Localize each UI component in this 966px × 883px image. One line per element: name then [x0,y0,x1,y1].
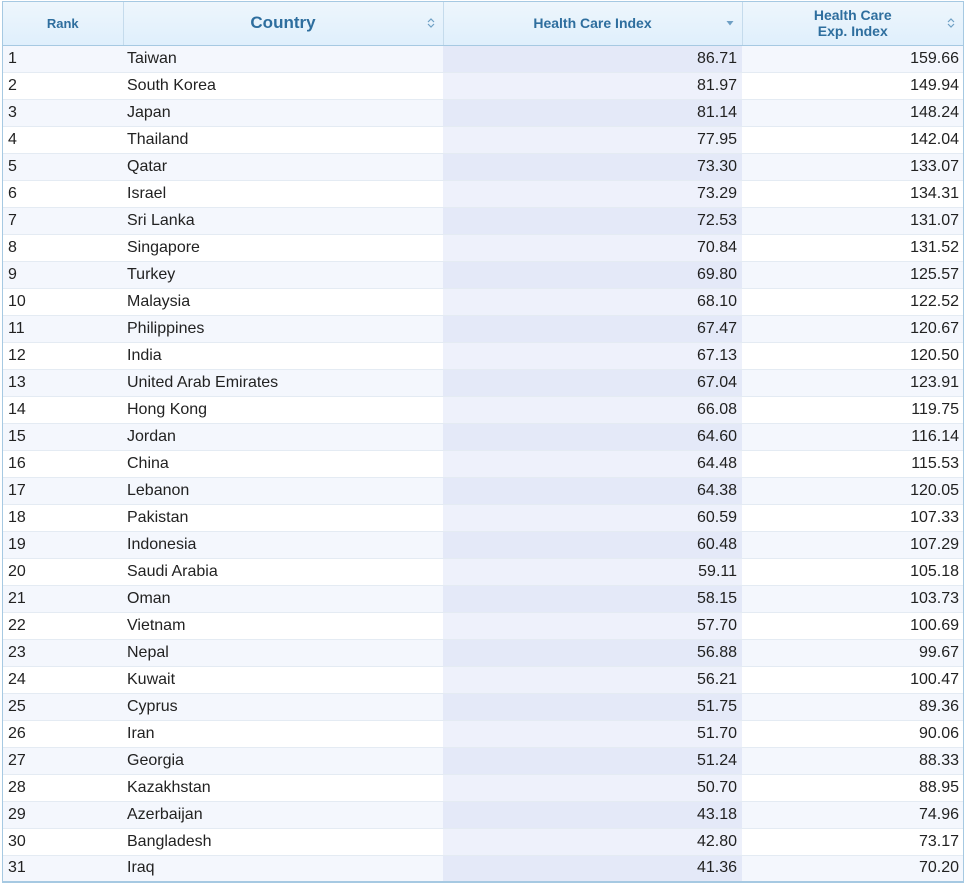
table-row [3,261,963,288]
country-cell: Taiwan [123,45,443,72]
health-care-exp-index-cell: 90.06 [742,720,963,747]
country-cell: Turkey [123,261,443,288]
table-row [3,450,963,477]
table-row [3,477,963,504]
health-care-exp-index-cell: 103.73 [742,585,963,612]
country-cell: Qatar [123,153,443,180]
country-cell: Jordan [123,423,443,450]
country-cell: India [123,342,443,369]
health-care-index-cell: 66.08 [443,396,742,423]
table-row [3,315,963,342]
table-body [3,45,963,882]
country-cell: Singapore [123,234,443,261]
rank-cell: 2 [3,72,123,99]
rank-cell: 6 [3,180,123,207]
table-row [3,126,963,153]
table-row [3,180,963,207]
health-care-index-cell: 58.15 [443,585,742,612]
health-care-index-cell: 67.04 [443,369,742,396]
health-care-index-cell: 56.21 [443,666,742,693]
health-care-exp-index-cell: 120.67 [742,315,963,342]
table-row [3,747,963,774]
rank-cell: 3 [3,99,123,126]
table-row [3,666,963,693]
rank-cell: 23 [3,639,123,666]
rank-cell: 15 [3,423,123,450]
health-care-exp-index-cell: 149.94 [742,72,963,99]
table-row [3,234,963,261]
health-care-exp-index-cell: 119.75 [742,396,963,423]
rank-cell: 21 [3,585,123,612]
rank-cell: 20 [3,558,123,585]
health-care-exp-index-cell: 88.33 [742,747,963,774]
health-care-index-cell: 81.97 [443,72,742,99]
country-cell: Philippines [123,315,443,342]
rank-cell: 11 [3,315,123,342]
health-care-exp-index-cell: 100.69 [742,612,963,639]
table-row [3,369,963,396]
country-cell: Vietnam [123,612,443,639]
health-care-exp-index-cell: 120.05 [742,477,963,504]
health-care-exp-index-cell: 134.31 [742,180,963,207]
table-row [3,693,963,720]
country-cell: Hong Kong [123,396,443,423]
header-row [3,2,963,45]
health-care-exp-index-cell: 116.14 [742,423,963,450]
column-header-country[interactable] [123,2,443,45]
health-care-index-cell: 51.70 [443,720,742,747]
table-row [3,855,963,882]
rank-cell: 17 [3,477,123,504]
table-row [3,72,963,99]
health-care-index-cell: 64.60 [443,423,742,450]
rank-cell: 26 [3,720,123,747]
sort-descending-icon[interactable] [726,17,734,29]
health-care-index-cell: 51.24 [443,747,742,774]
health-care-exp-index-cell: 100.47 [742,666,963,693]
rank-cell: 24 [3,666,123,693]
table-row [3,99,963,126]
health-care-index-cell: 81.14 [443,99,742,126]
health-care-exp-index-cell: 105.18 [742,558,963,585]
health-care-exp-index-cell: 88.95 [742,774,963,801]
rank-cell: 18 [3,504,123,531]
rank-cell: 5 [3,153,123,180]
health-care-exp-index-cell: 122.52 [742,288,963,315]
country-cell: Japan [123,99,443,126]
table-row [3,774,963,801]
health-care-exp-index-cell: 159.66 [742,45,963,72]
health-care-index-cell: 77.95 [443,126,742,153]
rank-cell: 28 [3,774,123,801]
health-care-index-cell: 72.53 [443,207,742,234]
health-care-index-cell: 43.18 [443,801,742,828]
country-cell: Georgia [123,747,443,774]
health-care-index-cell: 70.84 [443,234,742,261]
column-header-health-care-exp-index[interactable] [742,2,963,45]
health-care-exp-index-cell: 107.29 [742,531,963,558]
column-header-country-label: Country [250,13,316,33]
table-row [3,720,963,747]
country-cell: Iraq [123,855,443,882]
health-care-exp-index-cell: 133.07 [742,153,963,180]
health-care-index-cell: 57.70 [443,612,742,639]
health-care-index-cell: 64.48 [443,450,742,477]
rank-cell: 14 [3,396,123,423]
health-care-exp-index-cell: 120.50 [742,342,963,369]
rank-cell: 25 [3,693,123,720]
table-row [3,801,963,828]
health-care-index-cell: 60.59 [443,504,742,531]
health-care-index-cell: 60.48 [443,531,742,558]
health-care-index-cell: 56.88 [443,639,742,666]
health-care-index-cell: 86.71 [443,45,742,72]
country-cell: Oman [123,585,443,612]
table-row [3,504,963,531]
health-care-index-cell: 67.47 [443,315,742,342]
country-cell: Lebanon [123,477,443,504]
health-care-index-cell: 67.13 [443,342,742,369]
sort-both-icon[interactable] [427,17,435,29]
rank-cell: 19 [3,531,123,558]
health-care-exp-index-cell: 74.96 [742,801,963,828]
health-care-exp-index-cell: 99.67 [742,639,963,666]
country-cell: China [123,450,443,477]
rank-cell: 29 [3,801,123,828]
table-header [3,2,963,45]
health-care-exp-index-cell: 131.07 [742,207,963,234]
table-row [3,828,963,855]
health-care-exp-index-cell: 142.04 [742,126,963,153]
table-row [3,207,963,234]
column-header-exp-line1: Health Care [813,7,892,24]
table-row [3,342,963,369]
country-cell: Malaysia [123,288,443,315]
ranking-table [3,2,963,883]
rank-cell: 22 [3,612,123,639]
table-row [3,288,963,315]
health-care-exp-index-cell: 125.57 [742,261,963,288]
rank-cell: 13 [3,369,123,396]
table-row [3,558,963,585]
health-care-exp-index-cell: 131.52 [742,234,963,261]
health-care-exp-index-cell: 70.20 [742,855,963,882]
country-cell: Cyprus [123,693,443,720]
table-row [3,45,963,72]
column-header-rank-label: Rank [46,15,79,31]
health-care-index-cell: 69.80 [443,261,742,288]
country-cell: Nepal [123,639,443,666]
health-care-index-cell: 42.80 [443,828,742,855]
health-care-exp-index-cell: 148.24 [742,99,963,126]
rank-cell: 9 [3,261,123,288]
health-care-exp-index-cell: 89.36 [742,693,963,720]
column-header-exp-line2: Exp. Index [817,23,888,40]
table-row [3,153,963,180]
rank-cell: 1 [3,45,123,72]
country-cell: Kazakhstan [123,774,443,801]
health-care-index-cell: 50.70 [443,774,742,801]
health-care-index-cell: 41.36 [443,855,742,882]
table-row [3,531,963,558]
country-cell: Iran [123,720,443,747]
health-care-index-cell: 59.11 [443,558,742,585]
rank-cell: 8 [3,234,123,261]
rank-cell: 27 [3,747,123,774]
country-cell: Pakistan [123,504,443,531]
health-care-index-cell: 51.75 [443,693,742,720]
country-cell: Israel [123,180,443,207]
table-row [3,396,963,423]
country-cell: Saudi Arabia [123,558,443,585]
health-care-exp-index-cell: 115.53 [742,450,963,477]
column-header-health-care-index-label: Health Care Index [533,15,652,32]
sort-both-icon[interactable] [947,17,955,29]
health-care-exp-index-cell: 123.91 [742,369,963,396]
table-row [3,639,963,666]
rank-cell: 4 [3,126,123,153]
column-header-health-care-index[interactable] [443,2,742,45]
country-cell: Indonesia [123,531,443,558]
health-care-exp-index-cell: 107.33 [742,504,963,531]
country-cell: Thailand [123,126,443,153]
table-row [3,612,963,639]
column-header-rank[interactable] [3,2,123,45]
country-cell: Bangladesh [123,828,443,855]
table-row [3,423,963,450]
health-care-index-cell: 68.10 [443,288,742,315]
country-cell: Kuwait [123,666,443,693]
rank-cell: 31 [3,855,123,882]
ranking-table-container [2,1,964,883]
country-cell: Sri Lanka [123,207,443,234]
table-row [3,585,963,612]
country-cell: South Korea [123,72,443,99]
country-cell: Azerbaijan [123,801,443,828]
rank-cell: 12 [3,342,123,369]
rank-cell: 7 [3,207,123,234]
health-care-index-cell: 64.38 [443,477,742,504]
rank-cell: 16 [3,450,123,477]
rank-cell: 30 [3,828,123,855]
column-header-health-care-exp-index-label [814,7,892,39]
country-cell: United Arab Emirates [123,369,443,396]
health-care-index-cell: 73.29 [443,180,742,207]
health-care-exp-index-cell: 73.17 [742,828,963,855]
health-care-index-cell: 73.30 [443,153,742,180]
rank-cell: 10 [3,288,123,315]
